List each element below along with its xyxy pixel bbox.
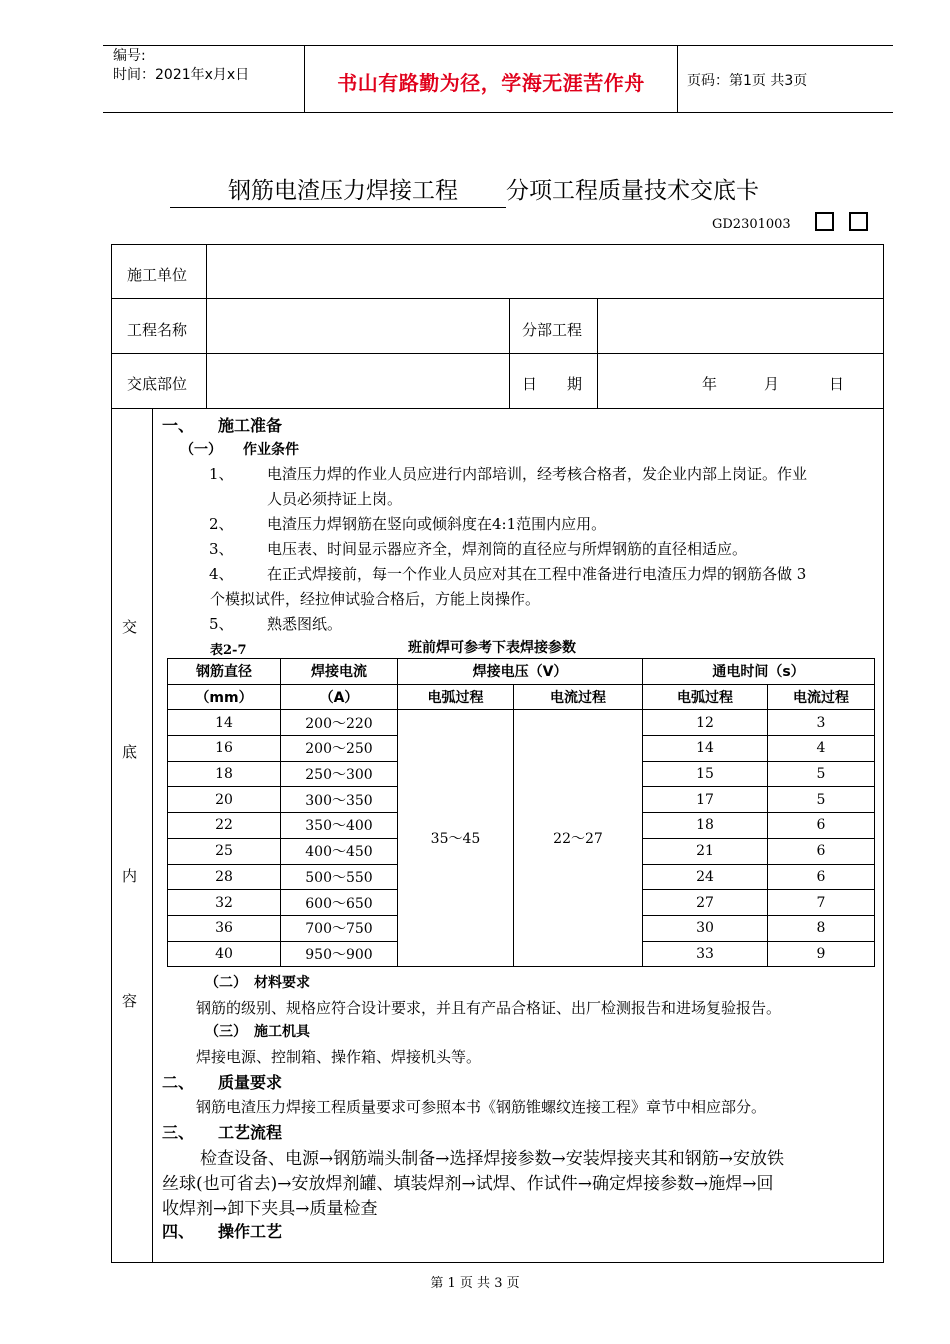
document-title [170,172,759,208]
list-item-text: 电渣压力焊钢筋在竖向或倾斜度在4:1范围内应用。 [267,515,607,533]
diameter-cell: 16 [168,736,281,762]
row-divider [111,353,884,354]
year-label: 年 [702,375,718,393]
header-top-rule [103,45,893,46]
row-divider [111,298,884,299]
arc-voltage-cell: 35～45 [398,710,514,967]
flow-time-cell: 6 [768,813,875,839]
header-cell: 钢筋直径 [168,659,281,685]
header-cell: 焊接电流 [281,659,398,685]
list-number: 1、 [209,465,234,483]
section-heading: 一、 施工准备 [162,416,283,435]
flow-time-cell: 8 [768,915,875,941]
subsection-heading: （三） 施工机具 [205,1024,310,1040]
arc-time-cell: 17 [643,787,768,813]
arc-time-cell: 12 [643,710,768,736]
diameter-cell: 25 [168,838,281,864]
arc-time-cell: 33 [643,941,768,967]
document-code: GD2301003 [712,217,791,232]
side-label-char: 内 [122,867,138,885]
title-suffix: 分项工程质量技术交底卡 [506,178,759,204]
side-label-char: 交 [122,618,138,636]
current-cell: 500～550 [281,864,398,890]
section-heading: 四、 操作工艺 [162,1222,283,1241]
header-cell: 焊接电压（V） [398,659,643,685]
diameter-cell: 28 [168,864,281,890]
flow-time-cell: 5 [768,787,875,813]
diameter-cell: 18 [168,761,281,787]
list-item-text: 在正式焊接前，每一个作业人员应对其在工程中准备进行电渣压力焊的钢筋各做 3 [267,565,807,583]
diameter-cell: 22 [168,813,281,839]
checkbox[interactable] [815,212,834,231]
list-number: 5、 [209,615,234,633]
header-meta [113,47,249,85]
list-number: 2、 [209,515,234,533]
project-name-title: 钢筋电渣压力焊接工程 [170,172,506,208]
day-label: 日 [829,375,845,393]
col-divider [509,298,510,408]
arc-time-cell: 18 [643,813,768,839]
diameter-cell: 40 [168,941,281,967]
list-item-text: 电压表、时间显示器应齐全，焊剂筒的直径应与所焊钢筋的直径相适应。 [267,540,748,558]
serial-label: 编号: [113,48,146,64]
diameter-cell: 36 [168,915,281,941]
disclosure-part-label: 交底部位 [127,375,188,393]
header-cell: 电弧过程 [398,684,514,710]
current-cell: 200～250 [281,736,398,762]
section-heading: 二、 质量要求 [162,1073,283,1092]
welding-parameter-table [167,658,875,967]
table-caption: 班前焊可参考下表焊接参数 [408,640,576,656]
table-row [168,710,875,736]
flow-voltage-cell: 22～27 [514,710,643,967]
paragraph: 丝球(也可省去)→安放焊剂罐、填装焊剂→试焊、作试件→确定焊接参数→施焊→回 [162,1174,774,1194]
diameter-cell: 14 [168,710,281,736]
month-label: 月 [764,375,780,393]
arc-time-cell: 27 [643,890,768,916]
flow-time-cell: 9 [768,941,875,967]
sub-project-label: 分部工程 [522,321,583,339]
current-cell: 250～300 [281,761,398,787]
motto: 书山有路勤为径，学海无涯苦作舟 [337,71,645,95]
checkbox[interactable] [849,212,868,231]
current-cell: 300～350 [281,787,398,813]
paragraph: 收焊剂→卸下夹具→质量检查 [162,1199,378,1219]
header-cell: （mm） [168,684,281,710]
flow-time-cell: 6 [768,864,875,890]
list-number: 4、 [209,565,234,583]
col-divider [152,408,153,1263]
header-bottom-rule [103,112,893,113]
current-cell: 950～900 [281,941,398,967]
header-cell: 电流过程 [514,684,643,710]
date-label: 日 期 [522,375,583,393]
side-label-char: 容 [122,992,138,1010]
paragraph: 焊接电源、控制箱、操作箱、焊接机头等。 [196,1048,482,1066]
list-number: 3、 [209,540,234,558]
table-header-row [168,659,875,685]
table-header-row [168,684,875,710]
header-cell: 通电时间（s） [643,659,875,685]
diameter-cell: 20 [168,787,281,813]
time-label: 时间：2021年x月x日 [113,67,250,83]
header-cell: 电弧过程 [643,684,768,710]
arc-time-cell: 15 [643,761,768,787]
arc-time-cell: 30 [643,915,768,941]
page-header [103,45,893,113]
paragraph: 钢筋电渣压力焊接工程质量要求可参照本书《钢筋锥螺纹连接工程》章节中相应部分。 [196,1098,767,1116]
flow-time-cell: 5 [768,761,875,787]
page-footer: 第 1 页 共 3 页 [430,1276,520,1291]
paragraph: 钢筋的级别、规格应符合设计要求，并且有产品合格证、出厂检测报告和进场复验报告。 [196,999,782,1017]
arc-time-cell: 21 [643,838,768,864]
list-item-text: 个模拟试件，经拉伸试验合格后，方能上岗操作。 [210,590,541,608]
flow-time-cell: 4 [768,736,875,762]
list-item-text: 电渣压力焊的作业人员应进行内部培训，经考核合格者，发企业内部上岗证。作业 [267,465,808,483]
flow-time-cell: 6 [768,838,875,864]
diameter-cell: 32 [168,890,281,916]
current-cell: 350～400 [281,813,398,839]
current-cell: 700～750 [281,915,398,941]
row-divider [111,408,884,409]
list-item-text: 熟悉图纸。 [267,615,343,633]
col-divider [206,244,207,408]
current-cell: 200～220 [281,710,398,736]
current-cell: 600～650 [281,890,398,916]
side-label-char: 底 [122,743,138,761]
header-divider [677,45,678,113]
page-info: 页码：第1页 共3页 [687,73,808,89]
flow-time-cell: 3 [768,710,875,736]
arc-time-cell: 24 [643,864,768,890]
construction-unit-label: 施工单位 [127,266,188,284]
arc-time-cell: 14 [643,736,768,762]
section-heading: 三、 工艺流程 [162,1123,283,1142]
col-divider [597,298,598,408]
subsection-heading: （一） 作业条件 [180,442,299,458]
header-cell: 电流过程 [768,684,875,710]
flow-time-cell: 7 [768,890,875,916]
subsection-heading: （二） 材料要求 [205,975,310,991]
current-cell: 400～450 [281,838,398,864]
table-number: 表2-7 [210,643,247,658]
paragraph: 检查设备、电源→钢筋端头制备→选择焊接参数→安装焊接夹其和钢筋→安放铁 [200,1149,784,1169]
header-cell: （A） [281,684,398,710]
list-item-text: 人员必须持证上岗。 [267,490,403,508]
project-name-label: 工程名称 [127,321,188,339]
